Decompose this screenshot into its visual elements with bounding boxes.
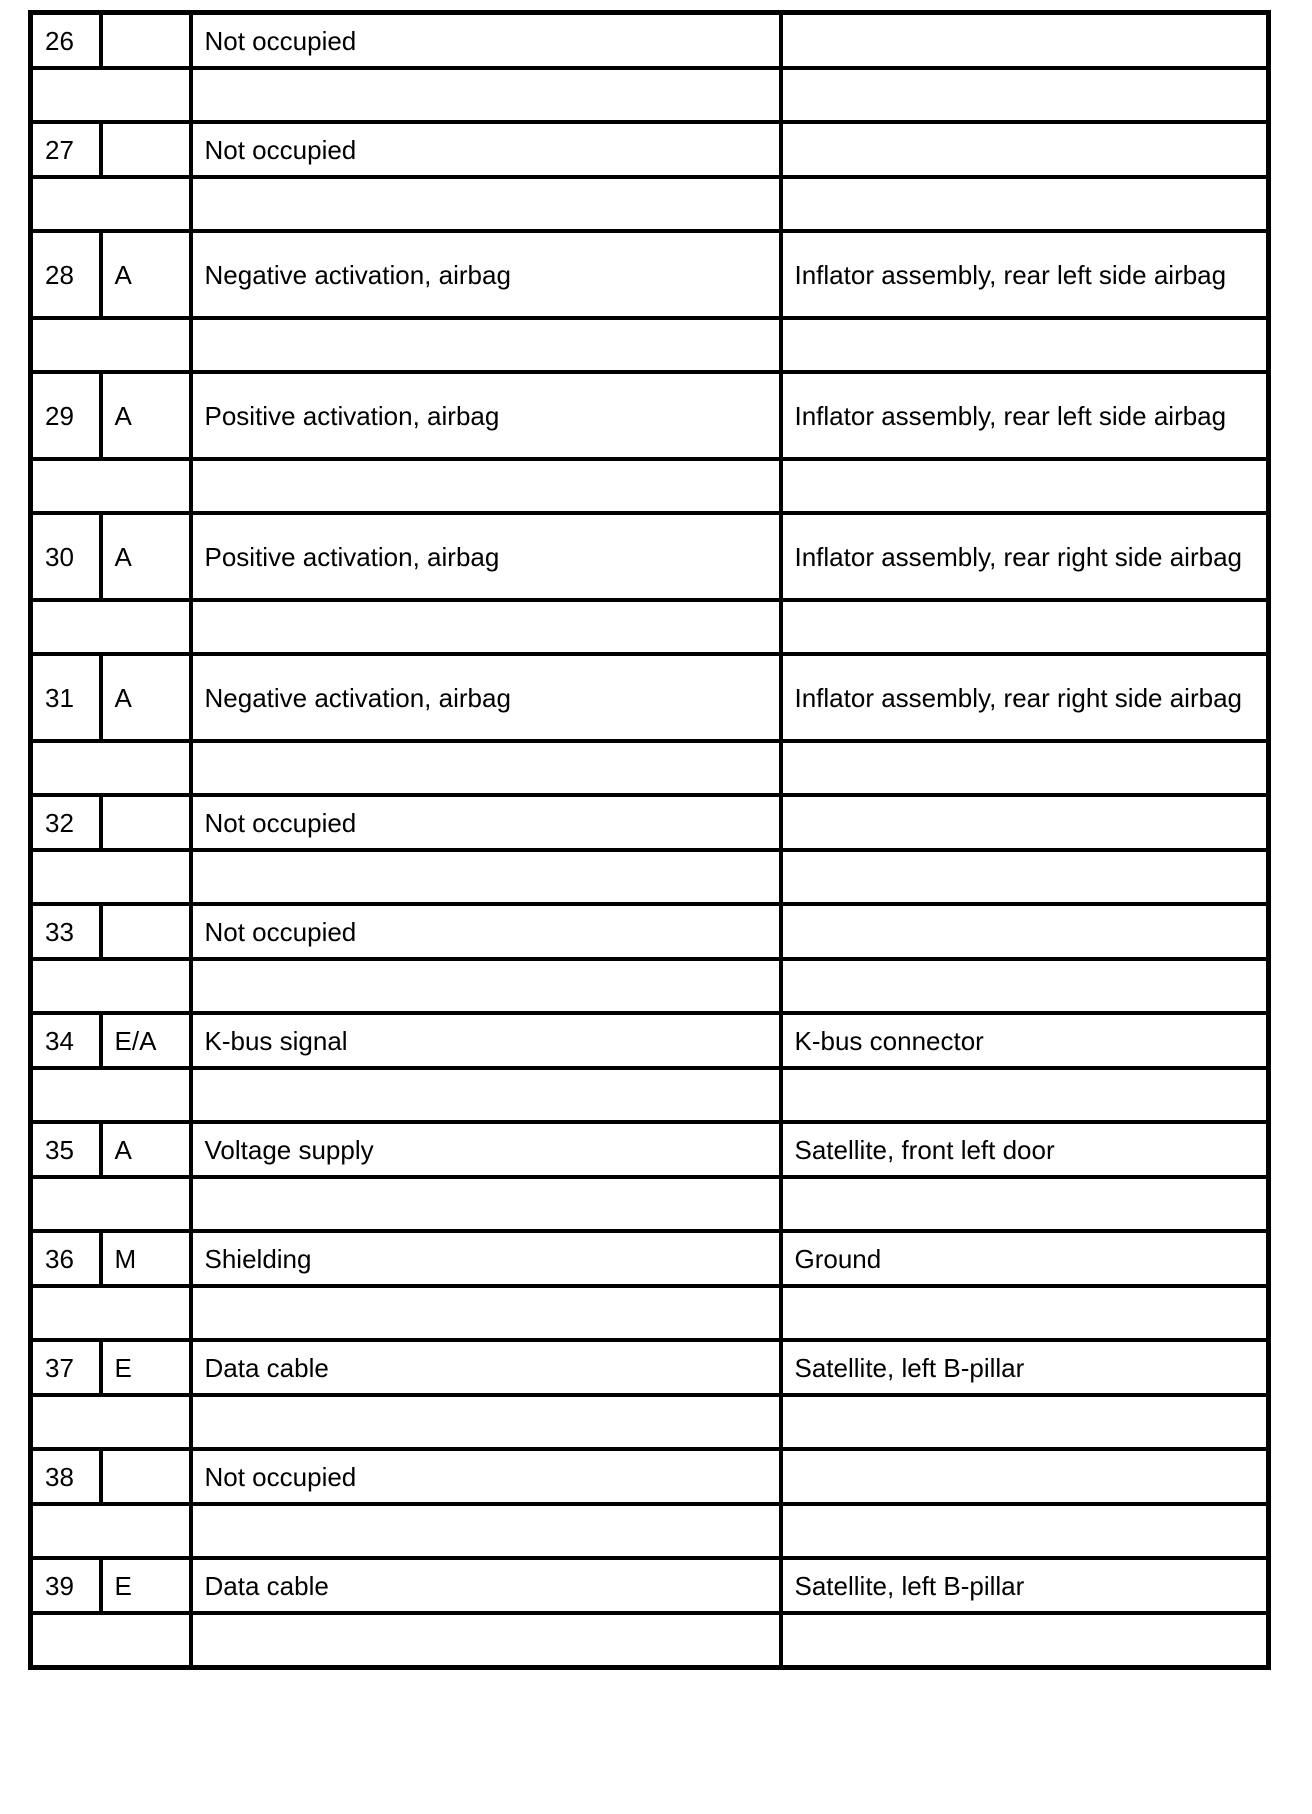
table-row [31,1122,1269,1177]
spacer-cell [781,850,1269,904]
spacer-cell [31,959,191,1013]
spacer-cell [781,1613,1269,1668]
table-row [31,13,1269,69]
table-row [31,1558,1269,1613]
description-cell: K-bus signal [191,1013,781,1068]
signal-type-cell [101,904,191,959]
table-row [31,513,1269,600]
component-cell [781,795,1269,850]
table-body [31,13,1269,1668]
spacer-cell [191,1286,781,1340]
component-cell: Satellite, front left door [781,1122,1269,1177]
table-row [31,1013,1269,1068]
signal-type-cell: M [101,1231,191,1286]
component-cell [781,1449,1269,1504]
spacer-row [31,1504,1269,1558]
spacer-cell [191,600,781,654]
spacer-cell [191,741,781,795]
table-row [31,122,1269,177]
signal-type-cell: A [101,513,191,600]
spacer-cell [31,1613,191,1668]
spacer-row [31,741,1269,795]
spacer-cell [781,177,1269,231]
spacer-cell [191,318,781,372]
pin-number-cell: 39 [31,1558,101,1613]
spacer-row [31,1613,1269,1668]
signal-type-cell [101,122,191,177]
description-cell: Negative activation, airbag [191,654,781,741]
signal-type-cell [101,795,191,850]
spacer-row [31,600,1269,654]
component-cell: Inflator assembly, rear left side airbag [781,372,1269,459]
spacer-cell [31,850,191,904]
spacer-cell [31,459,191,513]
table-row [31,795,1269,850]
spacer-row [31,459,1269,513]
spacer-cell [781,68,1269,122]
spacer-cell [31,177,191,231]
spacer-cell [191,1504,781,1558]
description-cell: Not occupied [191,13,781,69]
signal-type-cell: E [101,1558,191,1613]
signal-type-cell: A [101,372,191,459]
spacer-cell [31,1395,191,1449]
spacer-cell [781,1286,1269,1340]
pin-number-cell: 28 [31,231,101,318]
spacer-row [31,1177,1269,1231]
spacer-cell [191,177,781,231]
pin-number-cell: 26 [31,13,101,69]
signal-type-cell: E/A [101,1013,191,1068]
component-cell [781,904,1269,959]
spacer-cell [191,1068,781,1122]
spacer-cell [191,1613,781,1668]
table-row [31,904,1269,959]
component-cell: Satellite, left B-pillar [781,1558,1269,1613]
spacer-cell [31,1068,191,1122]
pin-assignment-table [28,10,1271,1670]
pin-number-cell: 36 [31,1231,101,1286]
description-cell: Not occupied [191,122,781,177]
table-row [31,1231,1269,1286]
table-row [31,1449,1269,1504]
spacer-cell [781,318,1269,372]
description-cell: Positive activation, airbag [191,372,781,459]
spacer-cell [781,1504,1269,1558]
component-cell: Inflator assembly, rear right side airbag [781,654,1269,741]
pin-number-cell: 27 [31,122,101,177]
spacer-cell [191,68,781,122]
spacer-cell [31,1504,191,1558]
spacer-cell [781,1068,1269,1122]
pin-number-cell: 35 [31,1122,101,1177]
spacer-row [31,1395,1269,1449]
component-cell: K-bus connector [781,1013,1269,1068]
signal-type-cell: A [101,1122,191,1177]
spacer-cell [31,1286,191,1340]
spacer-cell [31,318,191,372]
signal-type-cell [101,1449,191,1504]
description-cell: Not occupied [191,795,781,850]
pin-number-cell: 37 [31,1340,101,1395]
spacer-cell [191,850,781,904]
spacer-cell [781,1395,1269,1449]
pin-number-cell: 30 [31,513,101,600]
component-cell: Inflator assembly, rear left side airbag [781,231,1269,318]
spacer-cell [781,459,1269,513]
spacer-row [31,850,1269,904]
description-cell: Data cable [191,1558,781,1613]
spacer-cell [781,1177,1269,1231]
component-cell: Satellite, left B-pillar [781,1340,1269,1395]
spacer-cell [191,459,781,513]
description-cell: Negative activation, airbag [191,231,781,318]
description-cell: Positive activation, airbag [191,513,781,600]
pin-number-cell: 32 [31,795,101,850]
signal-type-cell: A [101,231,191,318]
component-cell: Inflator assembly, rear right side airbag [781,513,1269,600]
spacer-cell [31,741,191,795]
spacer-row [31,1286,1269,1340]
table-row [31,1340,1269,1395]
description-cell: Not occupied [191,904,781,959]
pin-number-cell: 33 [31,904,101,959]
spacer-cell [31,68,191,122]
pin-number-cell: 38 [31,1449,101,1504]
description-cell: Not occupied [191,1449,781,1504]
spacer-cell [781,600,1269,654]
table-row [31,372,1269,459]
spacer-cell [31,600,191,654]
spacer-row [31,1068,1269,1122]
table-row [31,231,1269,318]
pin-number-cell: 29 [31,372,101,459]
description-cell: Voltage supply [191,1122,781,1177]
spacer-cell [31,1177,191,1231]
component-cell [781,13,1269,69]
description-cell: Data cable [191,1340,781,1395]
signal-type-cell [101,13,191,69]
component-cell: Ground [781,1231,1269,1286]
component-cell [781,122,1269,177]
spacer-row [31,318,1269,372]
pin-number-cell: 31 [31,654,101,741]
pin-number-cell: 34 [31,1013,101,1068]
spacer-row [31,959,1269,1013]
spacer-row [31,68,1269,122]
spacer-cell [191,1177,781,1231]
description-cell: Shielding [191,1231,781,1286]
spacer-cell [781,741,1269,795]
spacer-cell [781,959,1269,1013]
table-row [31,654,1269,741]
spacer-row [31,177,1269,231]
spacer-cell [191,959,781,1013]
signal-type-cell: A [101,654,191,741]
signal-type-cell: E [101,1340,191,1395]
spacer-cell [191,1395,781,1449]
